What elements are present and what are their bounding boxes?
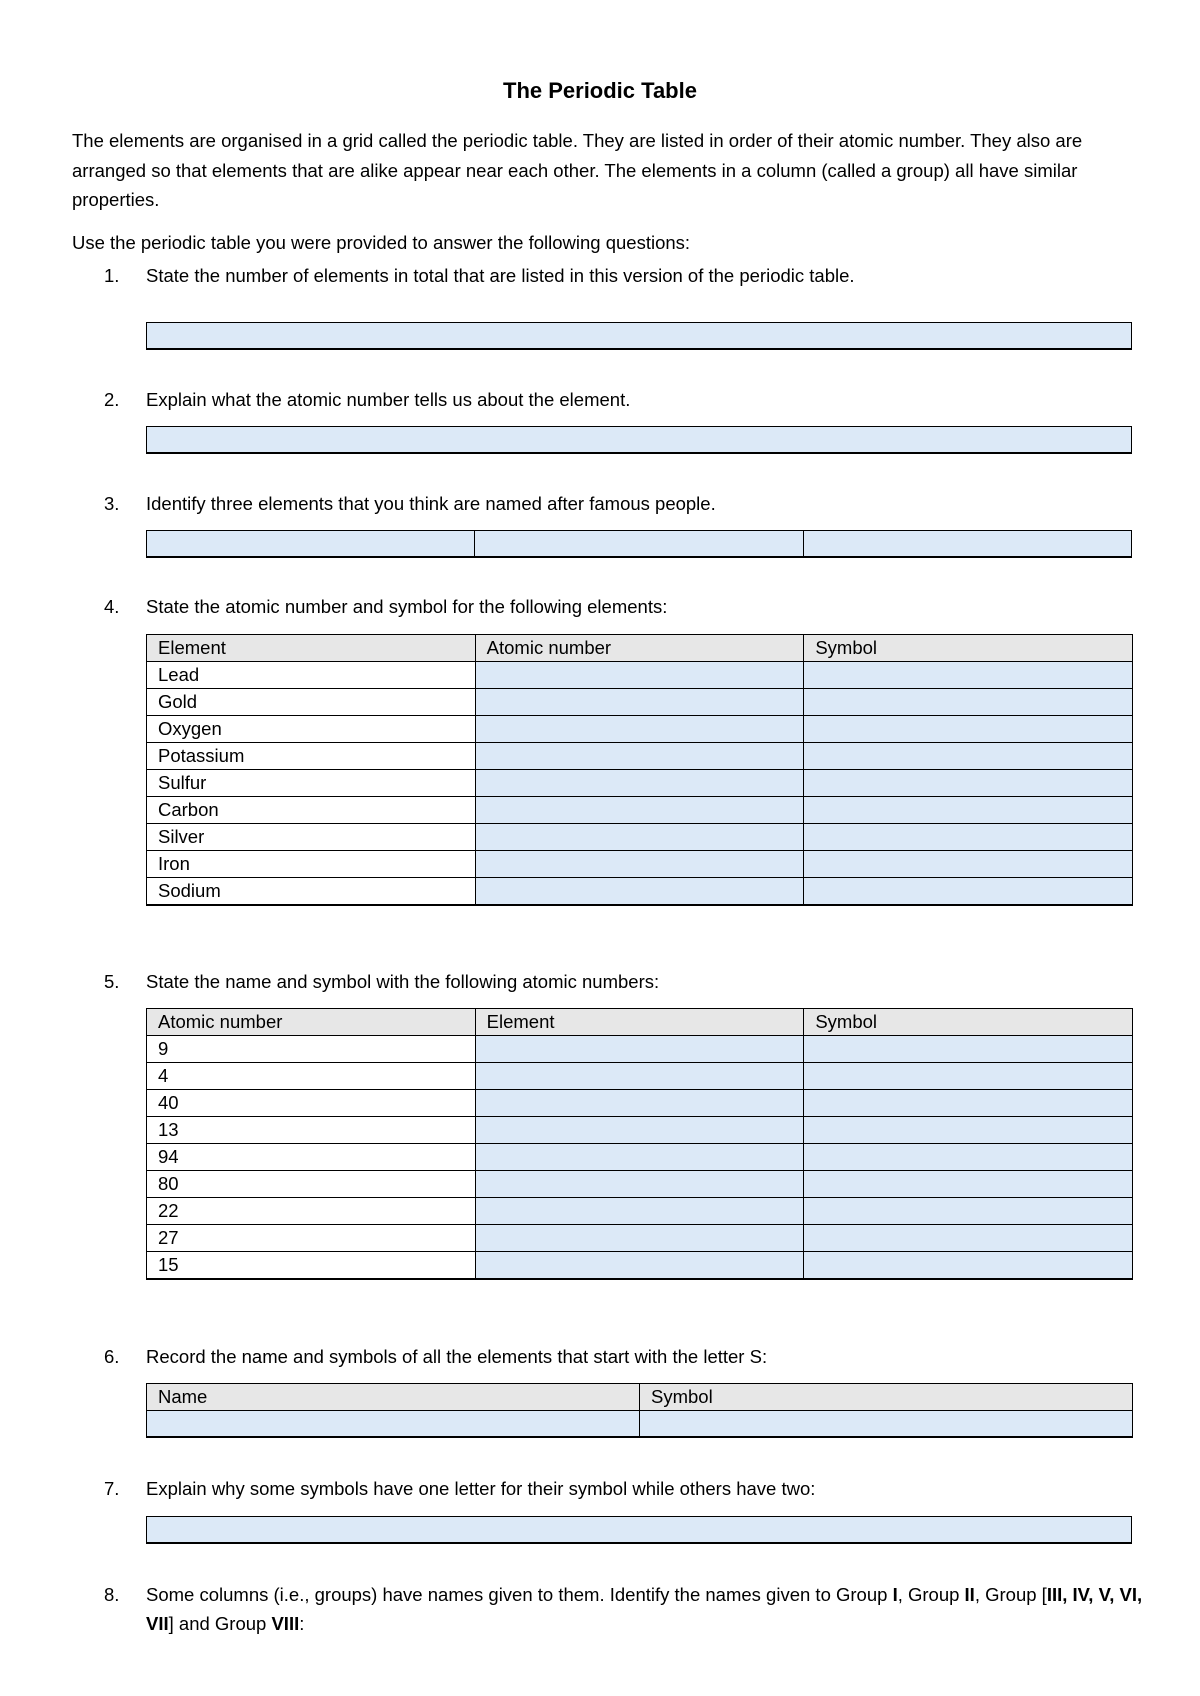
- row-label: Sodium: [147, 878, 476, 906]
- row-label: 27: [147, 1225, 476, 1252]
- answer-cell[interactable]: [804, 797, 1133, 824]
- answer-cell[interactable]: [475, 1144, 804, 1171]
- header-cell: Element: [147, 635, 476, 662]
- page-title: The Periodic Table: [503, 78, 697, 103]
- header-cell: Atomic number: [475, 635, 804, 662]
- question-number: 2.: [104, 389, 120, 410]
- question-text: Record the name and symbols of all the elements that start with the letter S:: [146, 1346, 768, 1367]
- row-label: Silver: [147, 824, 476, 851]
- answer-cell[interactable]: [804, 1225, 1133, 1252]
- row-label: 40: [147, 1090, 476, 1117]
- table-row: [147, 1198, 1133, 1225]
- answer-cell-symbol[interactable]: [640, 1411, 1133, 1438]
- header-cell: Symbol: [804, 1009, 1133, 1036]
- table-row: [147, 1063, 1133, 1090]
- table-row: [147, 1090, 1133, 1117]
- answer-cell-person-2[interactable]: [475, 531, 803, 556]
- answer-cell[interactable]: [475, 1036, 804, 1063]
- table-row: [147, 851, 1133, 878]
- answer-cell[interactable]: [804, 689, 1133, 716]
- answer-cell[interactable]: [804, 1117, 1133, 1144]
- answer-box-2[interactable]: [146, 426, 1132, 454]
- question-number: 1.: [104, 265, 120, 286]
- answer-box-3: [146, 530, 1132, 558]
- question-text-part: Some columns (i.e., groups) have names given to them. Identify the names given to Group: [146, 1584, 893, 1605]
- group-label: VIII: [271, 1613, 300, 1634]
- question-text: State the name and symbol with the following atomic numbers:: [146, 971, 660, 992]
- answer-cell[interactable]: [475, 1090, 804, 1117]
- answer-box-1[interactable]: [146, 322, 1132, 350]
- table-header-row: [147, 1009, 1133, 1036]
- question-number: 4.: [104, 596, 120, 617]
- answer-cell[interactable]: [475, 878, 804, 906]
- answer-cell[interactable]: [475, 1198, 804, 1225]
- table-row: [147, 1117, 1133, 1144]
- header-cell: Element: [475, 1009, 804, 1036]
- header-cell: Name: [147, 1384, 640, 1411]
- table-row: [147, 743, 1133, 770]
- answer-cell[interactable]: [804, 878, 1133, 906]
- table-row: [147, 689, 1133, 716]
- question-text-part: :: [299, 1613, 305, 1634]
- answer-cell[interactable]: [804, 662, 1133, 689]
- answer-cell[interactable]: [475, 1171, 804, 1198]
- answer-cell[interactable]: [804, 743, 1133, 770]
- intro-paragraph: The elements are organised in a grid called the periodic table. They are listed in order of their atomic number. They also are arranged so that elements that are alike appear near each other. The elements in a column (called a group) all have similar properties.: [72, 130, 1083, 210]
- answer-cell[interactable]: [475, 662, 804, 689]
- table-header-row: [147, 1384, 1133, 1411]
- header-cell: Atomic number: [147, 1009, 476, 1036]
- question-text: Identify three elements that you think are named after famous people.: [146, 493, 716, 514]
- table-row: [147, 662, 1133, 689]
- row-label: Potassium: [147, 743, 476, 770]
- answer-cell[interactable]: [804, 851, 1133, 878]
- answer-cell[interactable]: [475, 1252, 804, 1280]
- answer-cell[interactable]: [475, 743, 804, 770]
- row-label: Lead: [147, 662, 476, 689]
- question-text: [146, 1580, 1146, 1638]
- question-number: 8.: [104, 1584, 120, 1605]
- row-label: 9: [147, 1036, 476, 1063]
- answer-cell[interactable]: [475, 716, 804, 743]
- row-label: 15: [147, 1252, 476, 1280]
- answer-cell[interactable]: [475, 689, 804, 716]
- row-label: Sulfur: [147, 770, 476, 797]
- table-row: [147, 716, 1133, 743]
- answer-cell[interactable]: [804, 1036, 1133, 1063]
- table-row: [147, 1411, 1133, 1438]
- table-row: [147, 770, 1133, 797]
- answer-cell[interactable]: [475, 1063, 804, 1090]
- table-header-row: [147, 635, 1133, 662]
- s-elements-table: [146, 1383, 1133, 1438]
- table-row: [147, 797, 1133, 824]
- question-text-part: , Group [: [974, 1584, 1047, 1605]
- table-row: [147, 878, 1133, 906]
- answer-cell[interactable]: [804, 1090, 1133, 1117]
- question-number: 7.: [104, 1478, 120, 1499]
- atomic-numbers-table: [146, 1008, 1133, 1280]
- question-text: State the atomic number and symbol for the following elements:: [146, 596, 668, 617]
- question-text-part: ] and Group: [168, 1613, 272, 1634]
- row-label: 22: [147, 1198, 476, 1225]
- instruction-text: Use the periodic table you were provided to answer the following questions:: [72, 232, 691, 253]
- answer-cell[interactable]: [804, 1063, 1133, 1090]
- row-label: 13: [147, 1117, 476, 1144]
- table-row: [147, 824, 1133, 851]
- answer-cell[interactable]: [475, 1225, 804, 1252]
- group-label: I: [892, 1584, 898, 1605]
- answer-cell[interactable]: [804, 716, 1133, 743]
- answer-box-7[interactable]: [146, 1516, 1132, 1544]
- row-label: 80: [147, 1171, 476, 1198]
- row-label: Carbon: [147, 797, 476, 824]
- answer-cell[interactable]: [804, 1252, 1133, 1280]
- elements-table: [146, 634, 1133, 906]
- question-text: State the number of elements in total that are listed in this version of the periodic table.: [146, 265, 855, 286]
- table-row: [147, 1225, 1133, 1252]
- answer-cell-name[interactable]: [147, 1411, 640, 1438]
- answer-cell[interactable]: [804, 824, 1133, 851]
- answer-cell[interactable]: [475, 851, 804, 878]
- table-row: [147, 1036, 1133, 1063]
- answer-cell[interactable]: [475, 797, 804, 824]
- table-row: [147, 1171, 1133, 1198]
- answer-cell[interactable]: [475, 1117, 804, 1144]
- table-row: [147, 1144, 1133, 1171]
- answer-cell-person-3[interactable]: [804, 531, 1131, 556]
- row-label: Gold: [147, 689, 476, 716]
- answer-cell[interactable]: [804, 770, 1133, 797]
- question-text: Explain why some symbols have one letter for their symbol while others have two:: [146, 1478, 816, 1499]
- group-label: II: [964, 1584, 975, 1605]
- question-number: 5.: [104, 971, 120, 992]
- header-cell: Symbol: [804, 635, 1133, 662]
- header-cell: Symbol: [640, 1384, 1133, 1411]
- answer-cell[interactable]: [804, 1171, 1133, 1198]
- row-label: 94: [147, 1144, 476, 1171]
- row-label: Iron: [147, 851, 476, 878]
- answer-cell-person-1[interactable]: [147, 531, 475, 556]
- answer-cell[interactable]: [475, 770, 804, 797]
- question-text-part: , Group: [897, 1584, 965, 1605]
- question-number: 3.: [104, 493, 120, 514]
- question-number: 6.: [104, 1346, 120, 1367]
- question-text: Explain what the atomic number tells us about the element.: [146, 389, 631, 410]
- answer-cell[interactable]: [804, 1198, 1133, 1225]
- row-label: 4: [147, 1063, 476, 1090]
- table-row: [147, 1252, 1133, 1280]
- answer-cell[interactable]: [804, 1144, 1133, 1171]
- group-label: III, IV, V, VI, VII: [146, 1584, 1143, 1634]
- answer-cell[interactable]: [475, 824, 804, 851]
- row-label: Oxygen: [147, 716, 476, 743]
